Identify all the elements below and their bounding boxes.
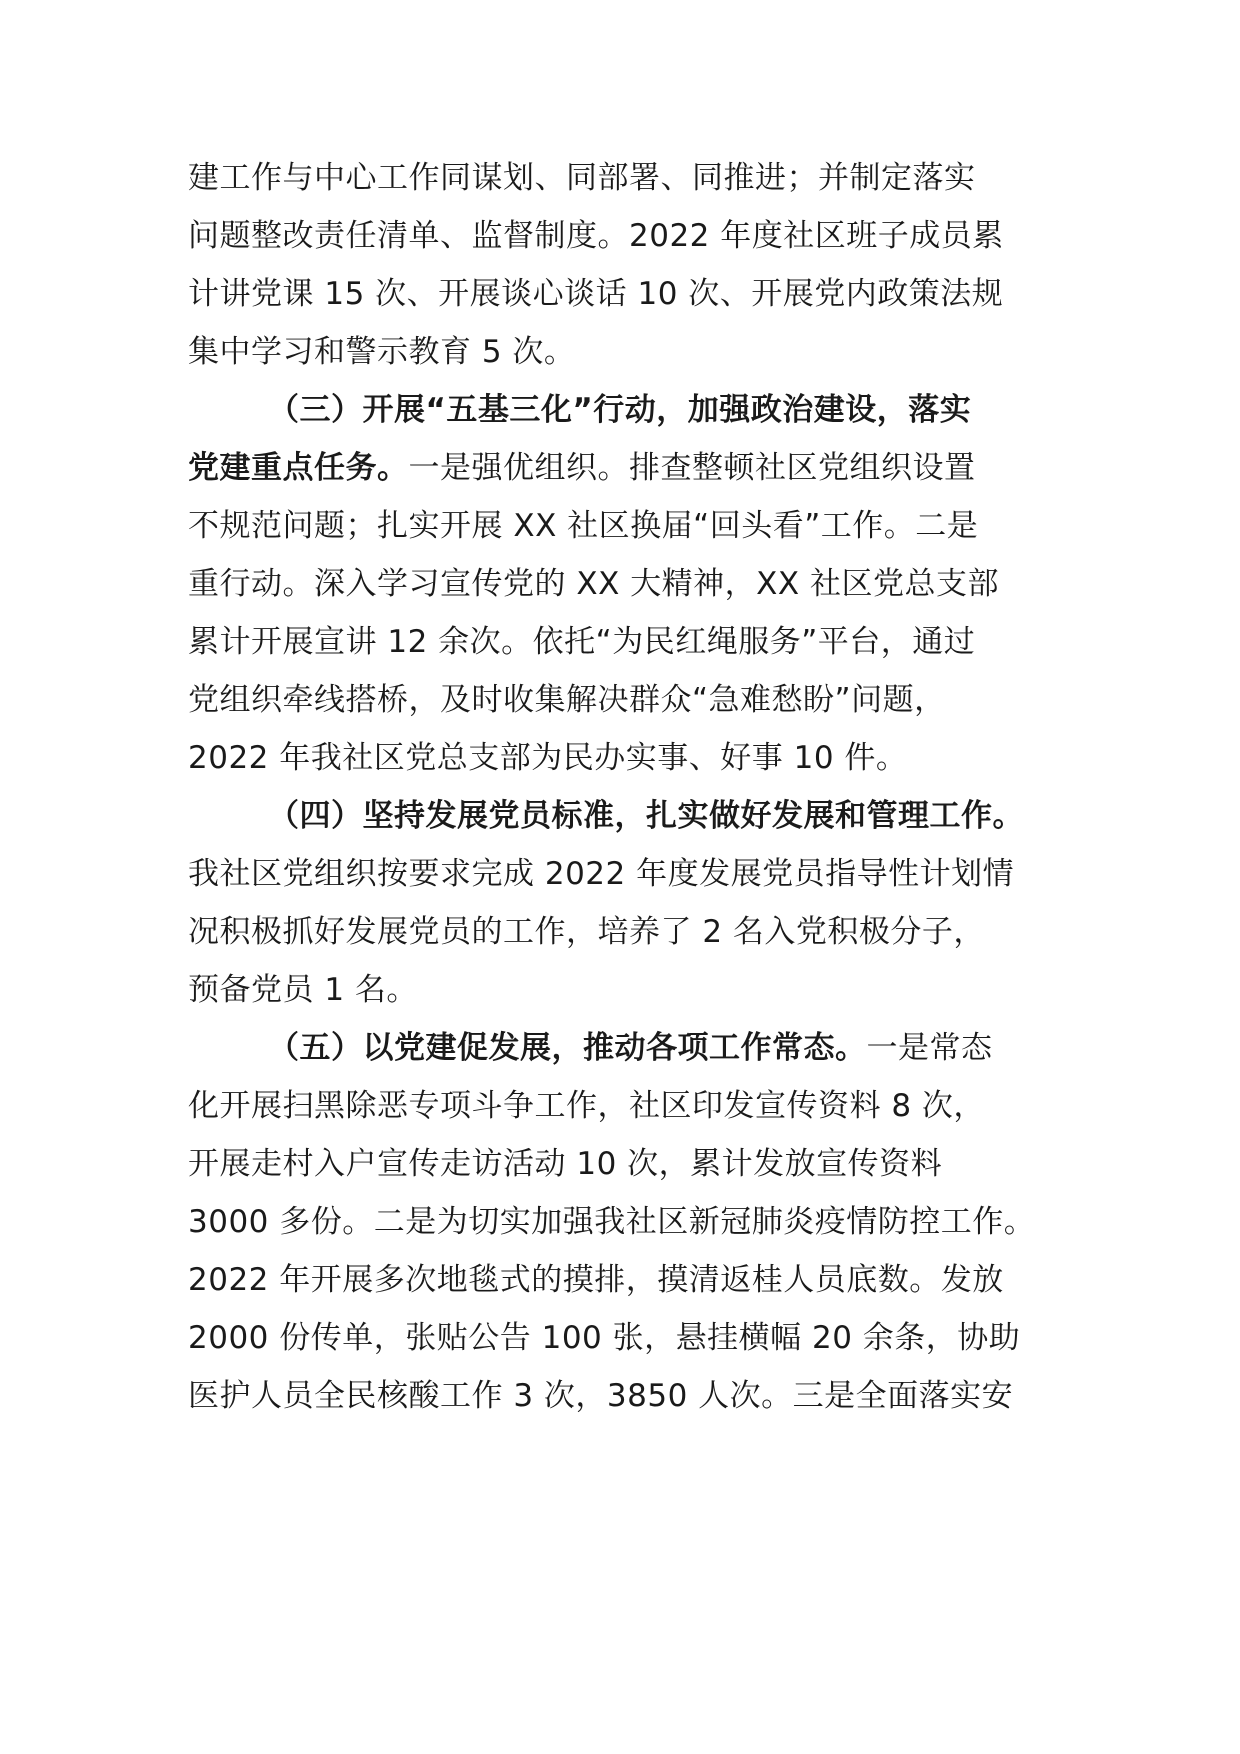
body-text-line: 医护人员全民核酸工作 3 次，3850 人次。三是全面落实安: [188, 1378, 1014, 1414]
body-text-inline: 一是常态: [866, 1030, 993, 1066]
body-text-line: 计讲党课 15 次、开展谈心谈话 10 次、开展党内政策法规: [188, 276, 1004, 312]
section-heading: （三）开展“五基三化”行动，加强政治建设，落实: [268, 392, 972, 428]
body-text-line: 预备党员 1 名。: [188, 972, 418, 1008]
body-text-line: 集中学习和警示教育 5 次。: [188, 334, 576, 370]
body-text-line: 问题整改责任清单、监督制度。2022 年度社区班子成员累: [188, 218, 1004, 254]
body-text-line: 2000 份传单，张贴公告 100 张，悬挂横幅 20 余条，协助: [188, 1320, 1021, 1356]
body-text-line: 化开展扫黑除恶专项斗争工作，社区印发宣传资料 8 次，: [188, 1088, 985, 1124]
body-text-inline: 一是强优组织。排查整顿社区党组织设置: [408, 450, 976, 486]
body-text-line: 开展走村入户宣传走访活动 10 次，累计发放宣传资料: [188, 1146, 943, 1182]
section-heading: （五）以党建促发展，推动各项工作常态。: [268, 1030, 867, 1066]
section-heading-tail: 党建重点任务。: [188, 450, 409, 486]
body-text-line: 累计开展宣讲 12 余次。依托“为民红绳服务”平台，通过: [188, 624, 976, 660]
section-heading-continued: [188, 438, 1088, 498]
body-text-line: 况积极抓好发展党员的工作，培养了 2 名入党积极分子，: [188, 914, 985, 950]
body-text-line: 党组织牵线搭桥，及时收集解决群众“急难愁盼”问题，: [188, 682, 946, 718]
body-text-line: 重行动。深入学习宣传党的 XX 大精神，XX 社区党总支部: [188, 566, 1000, 602]
section-heading-line: [268, 1018, 1168, 1078]
body-text-line: 不规范问题；扎实开展 XX 社区换届“回头看”工作。二是: [188, 508, 979, 544]
body-text-line: 2022 年开展多次地毯式的摸排，摸清返桂人员底数。发放: [188, 1262, 1004, 1298]
body-text-line: 2022 年我社区党总支部为民办实事、好事 10 件。: [188, 740, 908, 776]
body-text-line: 建工作与中心工作同谋划、同部署、同推进；并制定落实: [188, 160, 976, 196]
section-heading: （四）坚持发展党员标准，扎实做好发展和管理工作。: [268, 798, 1024, 834]
body-text-line: 3000 多份。二是为切实加强我社区新冠肺炎疫情防控工作。: [188, 1204, 1036, 1240]
body-text-line: 我社区党组织按要求完成 2022 年度发展党员指导性计划情: [188, 856, 1015, 892]
